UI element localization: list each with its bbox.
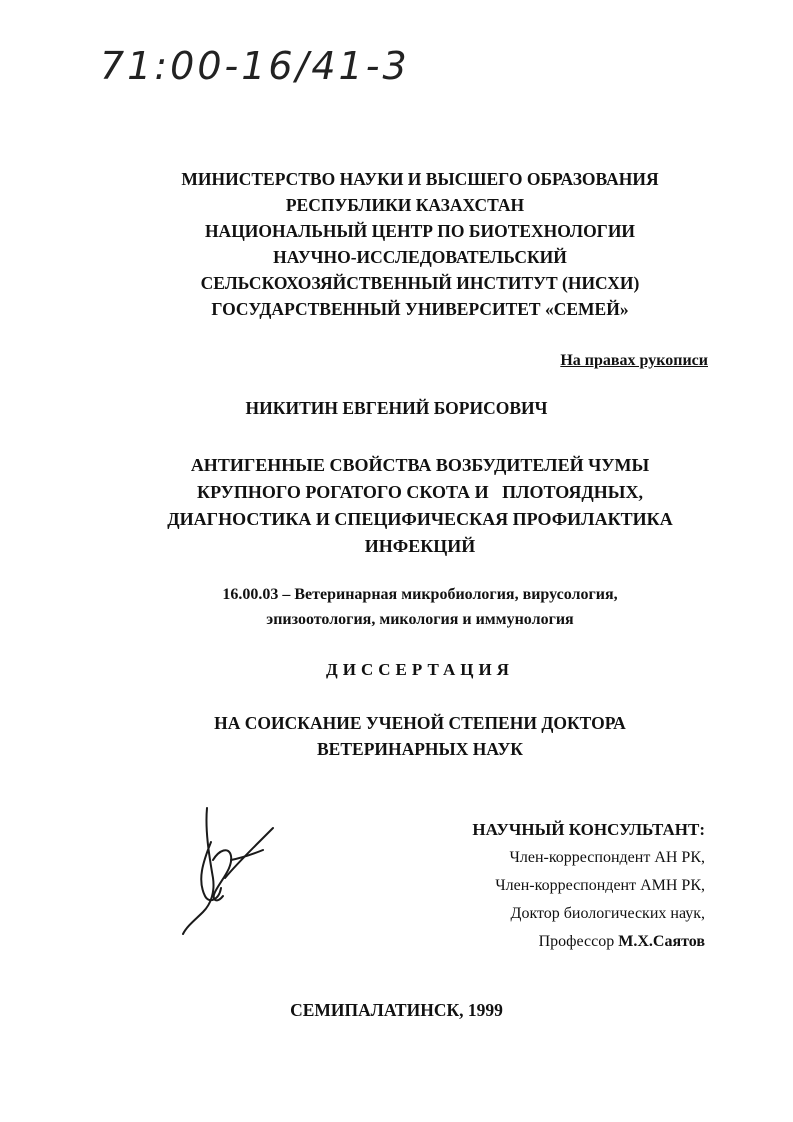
specialty-line-2: эпизоотология, микология и иммунология — [266, 611, 574, 628]
signature-icon — [175, 800, 305, 940]
catalog-number: 71:00-16/41-3 — [100, 44, 410, 88]
consultant-title: Профессор — [538, 933, 615, 950]
header-line-2: РЕСПУБЛИКИ КАЗАХСТАН — [285, 195, 525, 215]
title-line-3: ДИАГНОСТИКА И СПЕЦИФИЧЕСКАЯ ПРОФИЛАКТИКА — [167, 509, 673, 529]
dissertation-title — [100, 452, 740, 560]
manuscript-rights: На правах рукописи — [560, 352, 708, 369]
header-line-1: МИНИСТЕРСТВО НАУКИ И ВЫСШЕГО ОБРАЗОВАНИЯ — [181, 169, 659, 189]
consultant-line-2: Член-корреспондент АМН РК, — [495, 877, 705, 894]
consultant-heading: НАУЧНЫЙ КОНСУЛЬТАНТ: — [472, 820, 705, 839]
header-line-6: ГОСУДАРСТВЕННЫЙ УНИВЕРСИТЕТ «СЕМЕЙ» — [211, 299, 629, 319]
header-line-4: НАУЧНО-ИССЛЕДОВАТЕЛЬСКИЙ — [273, 247, 567, 267]
title-line-4: ИНФЕКЦИЙ — [364, 536, 476, 556]
author-name: НИКИТИН ЕВГЕНИЙ БОРИСОВИЧ — [245, 398, 548, 418]
consultant-line-1: Член-корреспондент АН РК, — [509, 849, 705, 866]
degree-line-2: ВЕТЕРИНАРНЫХ НАУК — [317, 739, 523, 759]
specialty-line-1: 16.00.03 – Ветеринарная микробиология, вирусология, — [222, 586, 618, 603]
scientific-consultant — [472, 816, 705, 956]
degree — [100, 710, 740, 762]
consultant-line-4 — [472, 928, 705, 956]
header-line-5: СЕЛЬСКОХОЗЯЙСТВЕННЫЙ ИНСТИТУТ (НИСХИ) — [200, 273, 640, 293]
document-type: ДИССЕРТАЦИЯ — [326, 660, 514, 679]
consultant-line-3: Доктор биологических наук, — [510, 905, 705, 922]
title-line-1: АНТИГЕННЫЕ СВОЙСТВА ВОЗБУДИТЕЛЕЙ ЧУМЫ — [190, 455, 650, 475]
institution-header — [120, 166, 720, 322]
header-line-3: НАЦИОНАЛЬНЫЙ ЦЕНТР ПО БИОТЕХНОЛОГИИ — [204, 221, 636, 241]
consultant-name: М.Х.Саятов — [618, 933, 705, 950]
city-year: СЕМИПАЛАТИНСК, 1999 — [290, 1000, 503, 1020]
specialty — [150, 582, 690, 632]
title-line-2: КРУПНОГО РОГАТОГО СКОТА И ПЛОТОЯДНЫХ, — [197, 482, 643, 502]
degree-line-1: НА СОИСКАНИЕ УЧЕНОЙ СТЕПЕНИ ДОКТОРА — [214, 713, 626, 733]
